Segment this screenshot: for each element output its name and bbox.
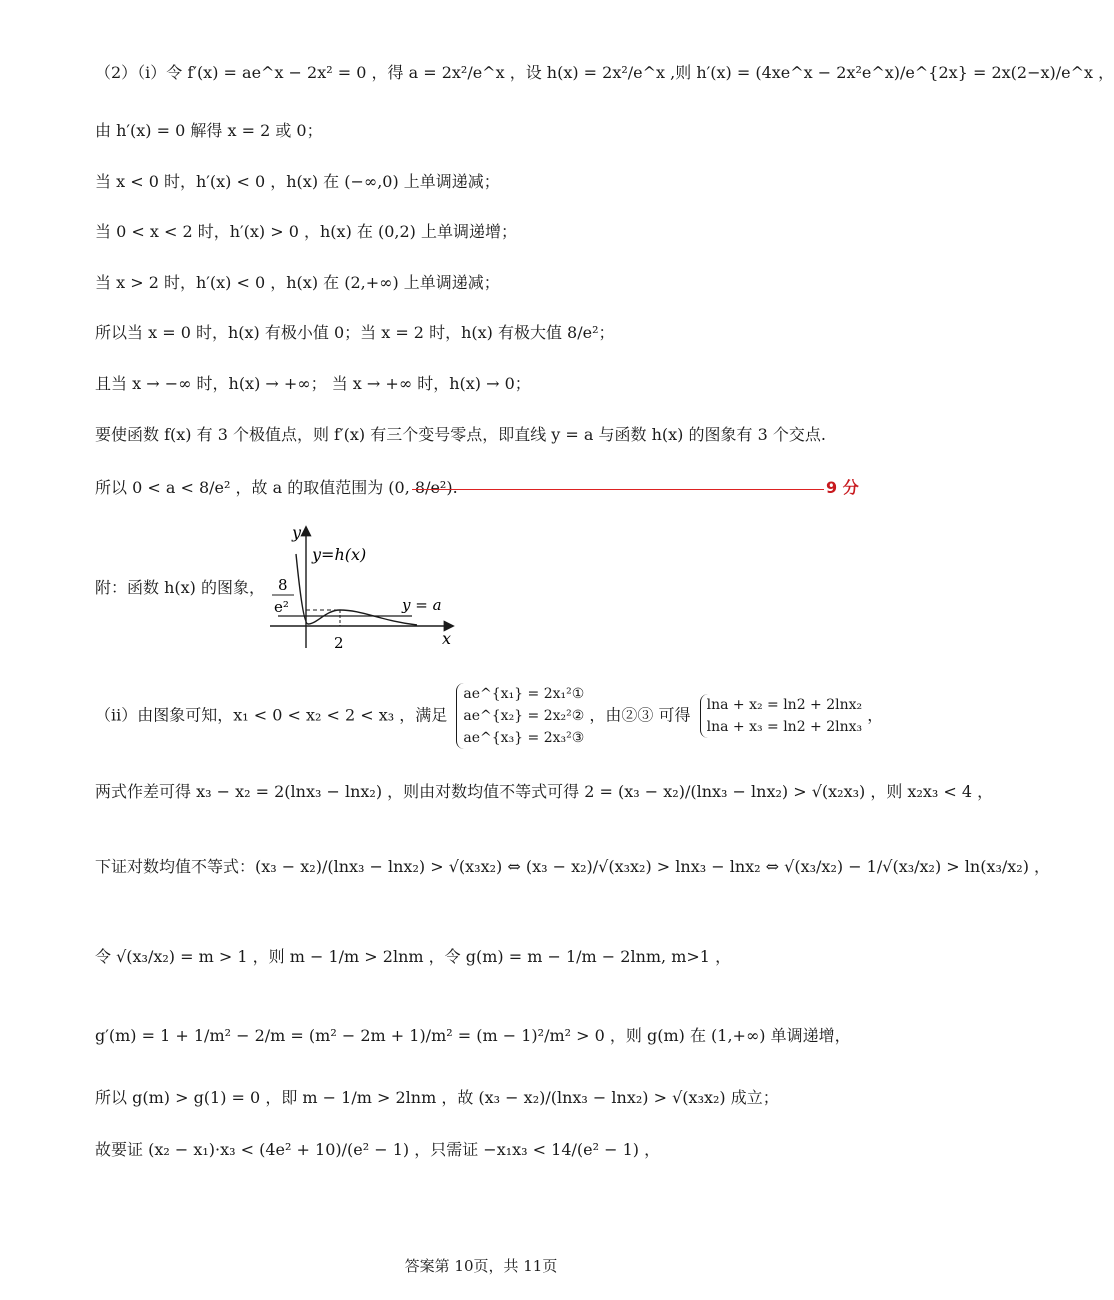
line-4: 当 0 < x < 2 时，h′(x) > 0 ，h(x) 在 (0,2) 上单调递增； (95, 222, 518, 241)
peak-numerator: 8 (278, 576, 288, 594)
line-7: 且当 x → −∞ 时，h(x) → +∞； 当 x → +∞ 时，h(x) → 0； (95, 374, 531, 393)
line-13: 下证对数均值不等式：(x₃ − x₂)/(lnx₃ − lnx₂) > √(x₃x₂) ⇔ (x₃ − x₂)/√(x₃x₂) > lnx₃ − lnx₂ ⇔ √(x₃/x₂) − 1/√(x₃/x₂) > ln(x₃/x₂) ， (95, 857, 1051, 876)
system-2 (700, 694, 863, 738)
line-9: 所以 0 < a < 8/e² ，故 a 的取值范围为 (0, 8/e²). (95, 478, 458, 497)
curve-label: y=h(x) (312, 545, 367, 564)
line-16: 所以 g(m) > g(1) = 0 ，即 m − 1/m > 2lnm ，故 (x₃ − x₂)/(lnx₃ − lnx₂) > √(x₃x₂) 成立； (95, 1088, 779, 1107)
line-1: （2）（i）令 f′(x) = ae^x − 2x² = 0 ，得 a = 2x²/e^x ，设 h(x) = 2x²/e^x ,则 h′(x) = (4xe^x − 2x²e^x)/e^{2x} = 2x(2−x)/e^x ， (95, 63, 1114, 82)
line-12: 两式作差可得 x₃ − x₂ = 2(lnx₃ − lnx₂) ，则由对数均值不等式可得 2 = (x₃ − x₂)/(lnx₃ − lnx₂) > √(x₂x₃) ，则 x₂x₃ < 4 ， (95, 782, 994, 801)
line-5: 当 x > 2 时，h′(x) < 0 ，h(x) 在 (2,+∞) 上单调递减； (95, 273, 500, 292)
line-3: 当 x < 0 时，h′(x) < 0 ，h(x) 在 (−∞,0) 上单调递减； (95, 172, 500, 191)
y-axis-label: y (292, 523, 302, 542)
line-2: 由 h′(x) = 0 解得 x = 2 或 0； (95, 121, 323, 140)
score-mark: 9 分 (826, 478, 859, 497)
line-6: 所以当 x = 0 时，h(x) 有极小值 0；当 x = 2 时，h(x) 有极大值 8/e²； (95, 323, 615, 342)
line-17: 故要证 (x₂ − x₁)·x₃ < (4e² + 10)/(e² − 1) ，只需证 −x₁x₃ < 14/(e² − 1) ， (95, 1140, 661, 1159)
line-11-b: ，由②③ 可得 (589, 705, 691, 725)
h-curve (296, 554, 417, 625)
system-1-eq-2: ae^{x₂} = 2x₂²② (463, 708, 585, 724)
system-1-eq-3: ae^{x₃} = 2x₃²③ (463, 730, 585, 746)
page-footer: 答案第 10页，共 11页 (404, 1257, 558, 1275)
peak-denominator: e² (274, 598, 289, 616)
line-15: g′(m) = 1 + 1/m² − 2/m = (m² − 2m + 1)/m² = (m − 1)²/m² > 0 ，则 g(m) 在 (1,+∞) 单调递增， (95, 1026, 851, 1045)
line-11-c: ， (867, 705, 884, 725)
system-2-eq-2: lna + x₃ = ln2 + 2lnx₃ (706, 719, 863, 735)
line-11-a: （ii）由图象可知，x₁ < 0 < x₂ < 2 < x₃ ，满足 (95, 705, 448, 725)
line-11 (95, 683, 883, 749)
x-axis-label: x (442, 629, 452, 648)
line-8: 要使函数 f(x) 有 3 个极值点，则 f′(x) 有三个变号零点，即直线 y = a 与函数 h(x) 的图象有 3 个交点. (95, 425, 826, 444)
system-1-eq-1: ae^{x₁} = 2x₁²① (463, 686, 585, 702)
score-leader-line (412, 489, 824, 490)
tick-2-label: 2 (334, 634, 344, 652)
system-1 (456, 683, 584, 749)
graph-caption: 附：函数 h(x) 的图象， (95, 578, 265, 597)
line-label: y = a (402, 596, 442, 614)
h-graph (262, 524, 462, 654)
system-2-eq-1: lna + x₂ = ln2 + 2lnx₂ (706, 697, 863, 713)
line-14: 令 √(x₃/x₂) = m > 1 ，则 m − 1/m > 2lnm ，令 g(m) = m − 1/m − 2lnm, m>1 ， (95, 947, 732, 966)
